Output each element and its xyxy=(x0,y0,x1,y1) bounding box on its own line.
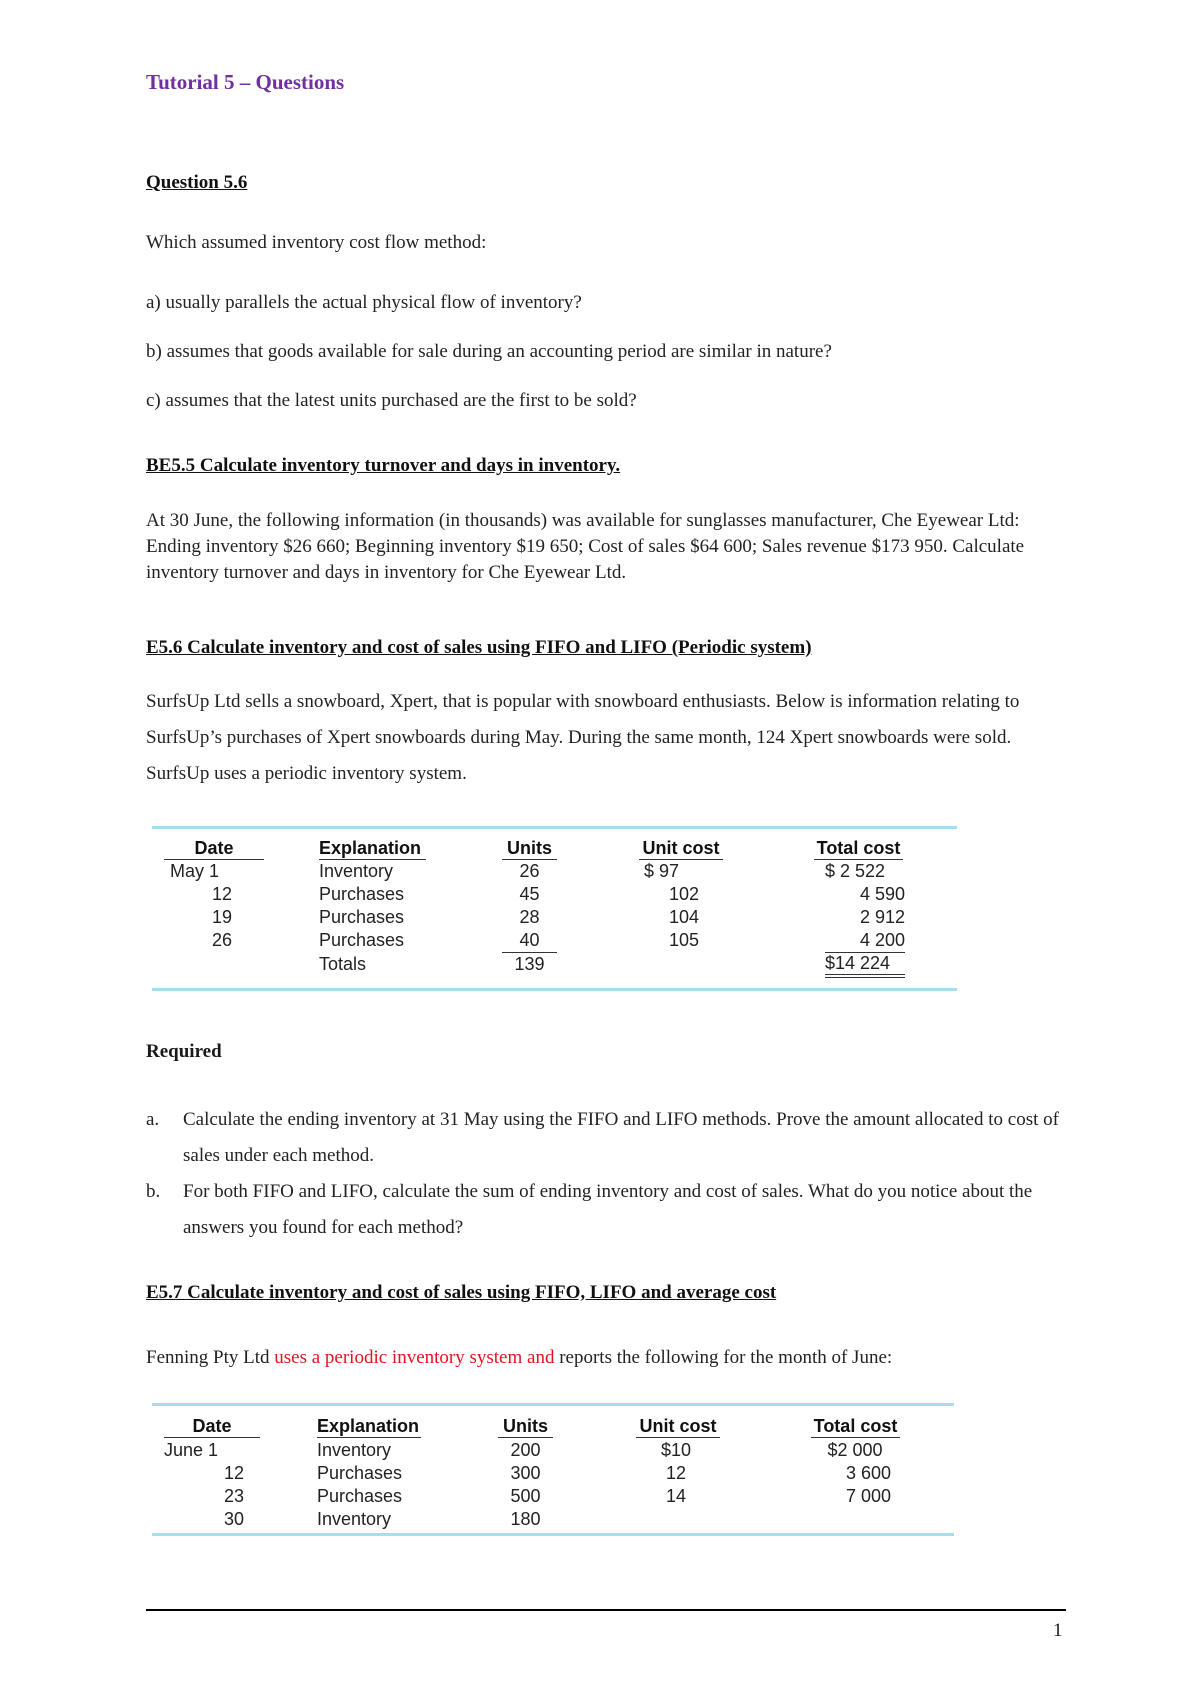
table-top-rule xyxy=(152,1403,954,1406)
table-row: Purchases xyxy=(319,930,405,950)
table-row: 14 xyxy=(665,1486,687,1506)
totals-units: 139 xyxy=(514,954,545,974)
e5-7-body-highlight: uses a periodic inventory system and xyxy=(274,1347,555,1368)
e5-6-purchases-table xyxy=(152,826,957,992)
table-row: 102 xyxy=(668,884,700,904)
e5-7-body-text-end: reports the following for the month of June: xyxy=(554,1347,893,1368)
table-bottom-rule xyxy=(152,988,957,991)
table-row: May 1 xyxy=(170,861,220,881)
table-bottom-rule xyxy=(152,1533,954,1536)
question-5-6-part-b: b) assumes that goods available for sale during an accounting period are similar in nature? xyxy=(146,341,832,362)
e5-7-heading: E5.7 Calculate inventory and cost of sales using FIFO, LIFO and average cost xyxy=(146,1282,777,1303)
table-row: 4 590 xyxy=(859,884,905,904)
question-5-6-part-c: c) assumes that the latest units purchased are the first to be sold? xyxy=(146,390,637,411)
table-row: Purchases xyxy=(317,1463,403,1483)
header-unit-cost: Unit cost xyxy=(636,1415,720,1438)
table-row: June 1 xyxy=(164,1440,219,1460)
table-row: Purchases xyxy=(317,1486,403,1506)
table-row: Inventory xyxy=(319,861,394,881)
table-row: $ 97 xyxy=(644,861,680,881)
table-row: Inventory xyxy=(317,1440,392,1460)
be5-5-heading: BE5.5 Calculate inventory turnover and days in inventory. xyxy=(146,455,621,476)
required-list xyxy=(146,1102,1066,1246)
required-label: Required xyxy=(146,1041,222,1062)
header-total-cost: Total cost xyxy=(811,1415,900,1438)
table-row: 500 xyxy=(510,1486,541,1506)
question-5-6-intro: Which assumed inventory cost flow method: xyxy=(146,232,487,253)
be5-5-body: At 30 June, the following information (in thousands) was available for sunglasses manufacturer, Che Eyewear Ltd: Ending inventory $26 660; Beginning inventory $19 650; Cost of sales $64 600; Sales revenue $173 950. Calculate inventory turnover and days in inventory for Che Eyewear Ltd. xyxy=(146,510,1025,583)
e5-7-body xyxy=(146,1347,892,1369)
table-row: 40 xyxy=(502,929,557,953)
table-row: 180 xyxy=(510,1509,541,1529)
table-row: 26 xyxy=(211,930,232,950)
table-row: 104 xyxy=(668,907,700,927)
header-total-cost: Total cost xyxy=(814,837,903,860)
table-row: 300 xyxy=(510,1463,541,1483)
list-marker: b. xyxy=(146,1181,161,1202)
table-row: Purchases xyxy=(319,907,405,927)
required-b-text: For both FIFO and LIFO, calculate the sum of ending inventory and cost of sales. What do you notice about the answers you found for each method? xyxy=(183,1181,1033,1238)
table-row: $ 2 522 xyxy=(825,861,886,881)
list-item xyxy=(146,1102,1066,1174)
e5-7-body-text: Fenning Pty Ltd xyxy=(146,1347,275,1368)
required-a-text: Calculate the ending inventory at 31 May using the FIFO and LIFO methods. Prove the amount allocated to cost of sales under each method. xyxy=(183,1109,1059,1166)
header-units: Units xyxy=(502,837,557,860)
table-top-rule xyxy=(152,826,957,829)
table-row: 12 xyxy=(211,884,232,904)
question-5-6-part-a: a) usually parallels the actual physical flow of inventory? xyxy=(146,292,582,313)
list-item xyxy=(146,1174,1066,1246)
table-row: Inventory xyxy=(317,1509,392,1529)
table-row: Purchases xyxy=(319,884,405,904)
table-row: $2 000 xyxy=(827,1440,883,1460)
table-row: 45 xyxy=(519,884,540,904)
header-explanation: Explanation xyxy=(319,837,426,860)
table-row: 28 xyxy=(519,907,540,927)
header-unit-cost: Unit cost xyxy=(639,837,723,860)
header-units: Units xyxy=(498,1415,553,1438)
table-row: 23 xyxy=(223,1486,244,1506)
e5-7-inventory-table xyxy=(152,1403,954,1536)
table-row: 3 600 xyxy=(845,1463,891,1483)
e5-6-heading: E5.6 Calculate inventory and cost of sales using FIFO and LIFO (Periodic system) xyxy=(146,637,812,658)
page-title: Tutorial 5 – Questions xyxy=(146,70,345,94)
page-number: 1 xyxy=(1053,1620,1063,1641)
table-row: 12 xyxy=(665,1463,687,1483)
table-row: 200 xyxy=(510,1440,541,1460)
totals-cost: $14 224 xyxy=(825,953,905,978)
totals-label: Totals xyxy=(319,954,367,974)
question-5-6-heading: Question 5.6 xyxy=(146,172,248,193)
header-explanation: Explanation xyxy=(317,1416,420,1436)
table-row: 19 xyxy=(211,907,232,927)
table-row: 4 200 xyxy=(825,929,905,953)
header-date: Date xyxy=(164,837,264,860)
table-row: 12 xyxy=(223,1463,244,1483)
list-marker: a. xyxy=(146,1109,160,1130)
table-row: 105 xyxy=(668,930,700,950)
e5-6-body: SurfsUp Ltd sells a snowboard, Xpert, that is popular with snowboard enthusiasts. Below is information relating to SurfsUp’s purchases of Xpert snowboards during May. During the same month, 124 Xpert snowboards were sold. SurfsUp uses a periodic inventory system. xyxy=(146,691,1020,784)
header-date: Date xyxy=(164,1415,260,1438)
table-row: 7 000 xyxy=(845,1486,891,1506)
footer-rule xyxy=(146,1609,1066,1611)
table-row: 30 xyxy=(223,1509,244,1529)
table-row: $10 xyxy=(660,1440,692,1460)
table-row: 26 xyxy=(519,861,540,881)
table-row: 2 912 xyxy=(859,907,905,927)
